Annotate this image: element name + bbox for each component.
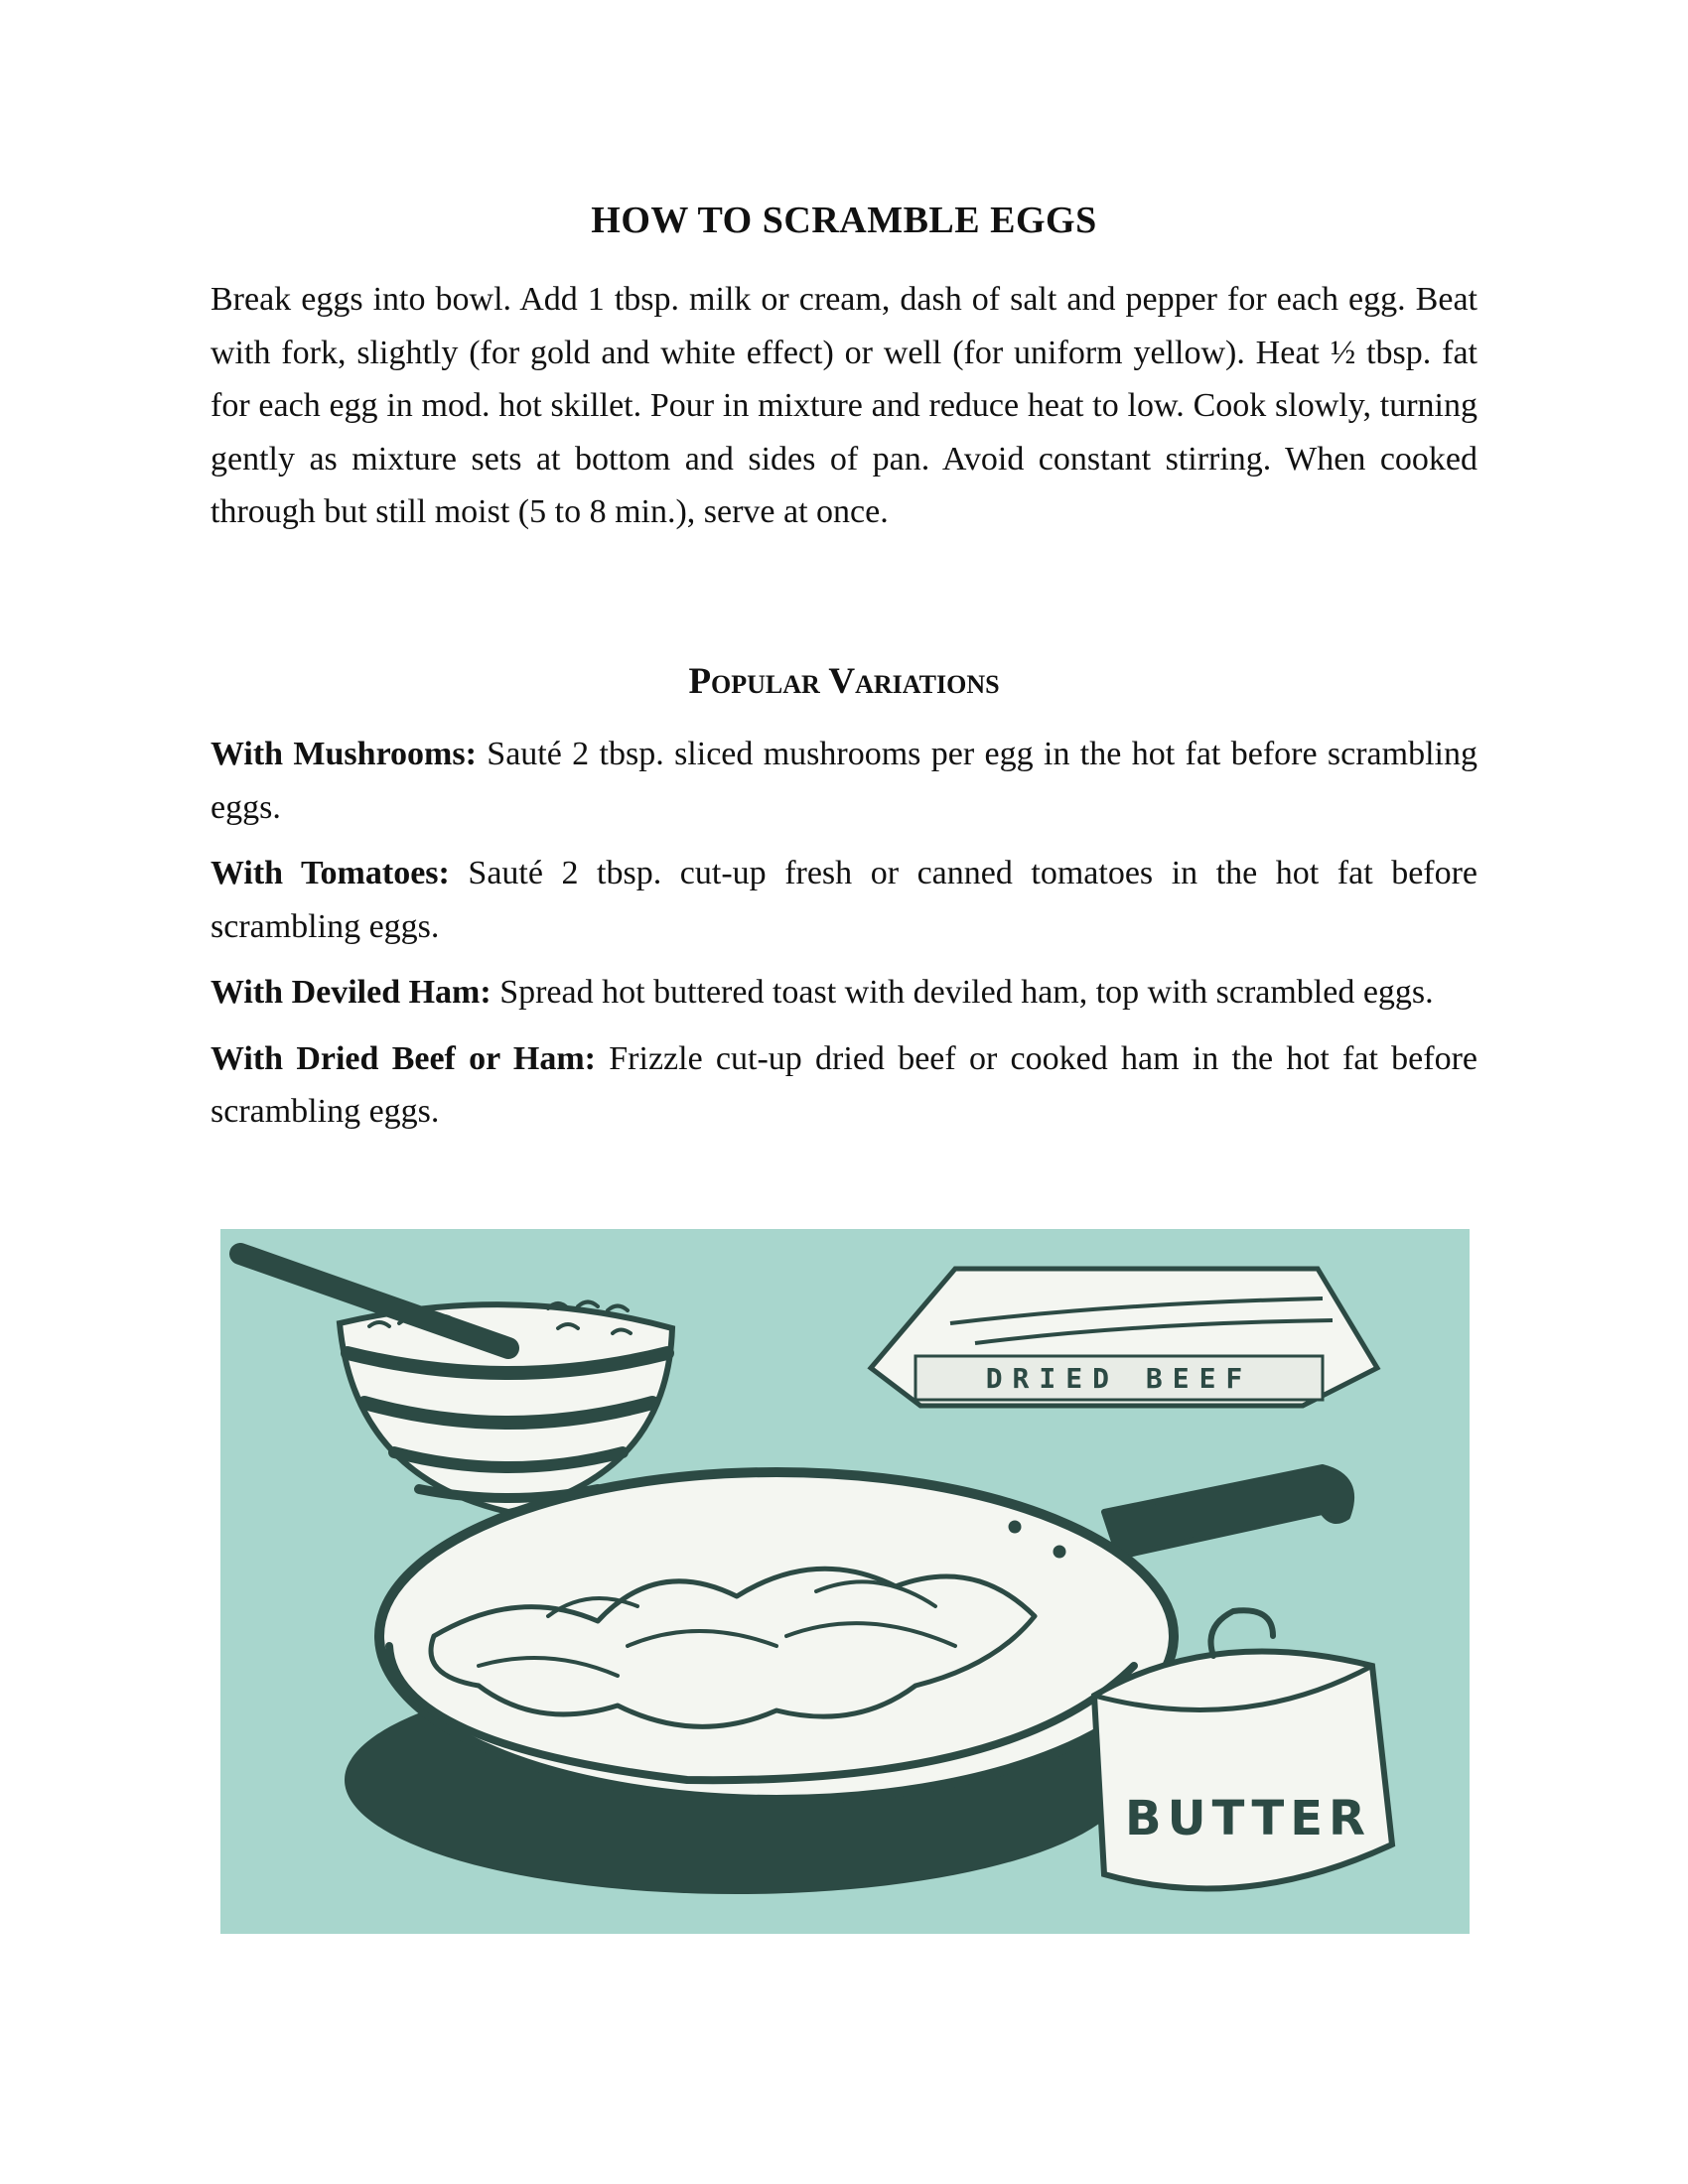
butter-label: BUTTER — [1125, 1791, 1371, 1846]
variation-name: With Dried Beef or Ham: — [211, 1039, 596, 1077]
page-title: HOW TO SCRAMBLE EGGS — [591, 200, 1097, 241]
variation-tomatoes — [211, 847, 1477, 953]
variation-text: Frizzle cut-up dried beef or cooked ham in the hot fat before scrambling eggs. — [211, 1039, 1478, 1130]
variation-name: With Deviled Ham: — [211, 974, 492, 1011]
variations-list — [211, 728, 1477, 1152]
variations-heading: Popular Variations — [688, 661, 1000, 702]
variation-deviled-ham — [211, 966, 1477, 1020]
variation-name: With Mushrooms: — [211, 736, 477, 772]
variation-mushrooms — [211, 728, 1477, 834]
variation-name: With Tomatoes: — [211, 855, 450, 891]
variation-text: Spread hot buttered toast with deviled ham, top with scrambled eggs. — [499, 974, 1434, 1011]
variation-text: Sauté 2 tbsp. cut-up fresh or canned tomatoes in the hot fat before scrambling eggs. — [211, 855, 1478, 945]
intro-paragraph: Break eggs into bowl. Add 1 tbsp. milk or cream, dash of salt and pepper for each egg. Beat with fork, slightly (for gold and white effect) or well (for uniform yellow). Heat ½ tbsp. fat for each egg in mod. hot skillet. Pour in mixture and reduce heat to low. Cook slowly, turning gently as mixture sets at bottom and sides of pan. Avoid constant stirring. When cooked through but still moist (5 to 8 min.), serve at once. — [211, 281, 1477, 530]
kitchen-illustration — [220, 1229, 1470, 1934]
variation-dried-beef — [211, 1032, 1477, 1139]
dried-beef-package — [871, 1269, 1377, 1406]
variation-text: Sauté 2 tbsp. sliced mushrooms per egg in the hot fat before scrambling eggs. — [211, 736, 1477, 826]
dried-beef-label: DRIED BEEF — [985, 1362, 1253, 1395]
